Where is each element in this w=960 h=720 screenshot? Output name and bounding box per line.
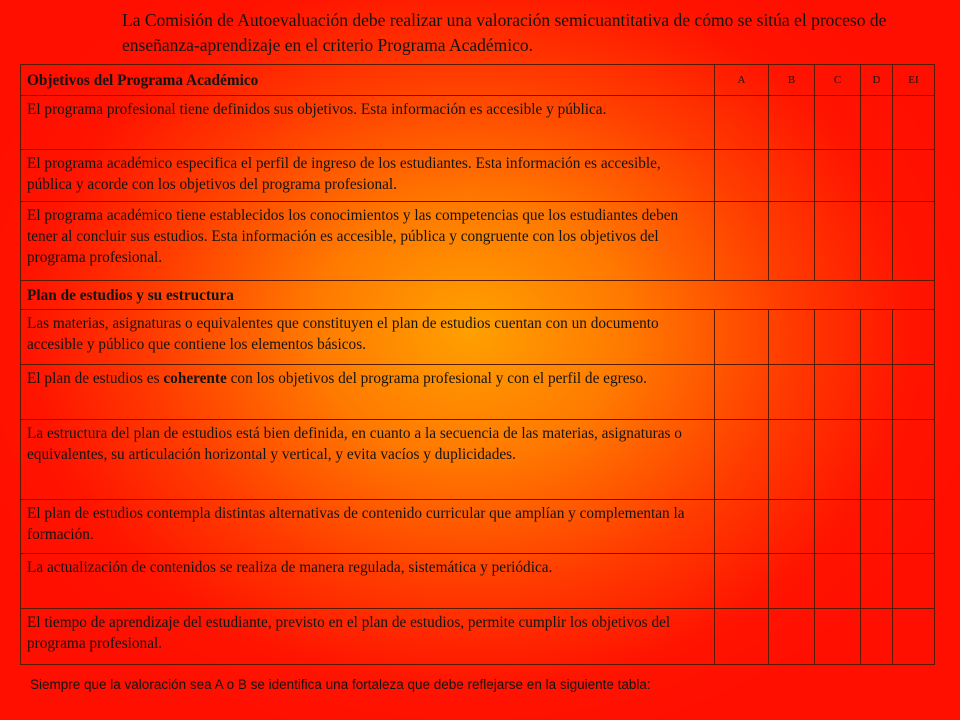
rating-cell-d[interactable] <box>861 500 893 554</box>
rating-cell-b[interactable] <box>769 609 815 665</box>
criterion-text: Las materias, asignaturas o equivalentes que constituyen el plan de estudios cuentan con un documento accesible y público que contiene los elementos básicos. <box>21 310 715 365</box>
rating-cell-c[interactable] <box>815 202 861 281</box>
column-d-header: D <box>861 65 893 96</box>
rating-cell-a[interactable] <box>715 609 769 665</box>
rating-cell-ei[interactable] <box>893 310 935 365</box>
rating-cell-b[interactable] <box>769 365 815 420</box>
rating-cell-a[interactable] <box>715 202 769 281</box>
rating-cell-a[interactable] <box>715 420 769 500</box>
criterion-text: El tiempo de aprendizaje del estudiante, previsto en el plan de estudios, permite cumplir los objetivos del programa profesional. <box>21 609 715 665</box>
rating-cell-ei[interactable] <box>893 202 935 281</box>
section-title-plan: Plan de estudios y su estructura <box>21 281 935 310</box>
rating-cell-d[interactable] <box>861 554 893 609</box>
table-header-row <box>21 65 935 96</box>
rating-cell-d[interactable] <box>861 150 893 202</box>
criterion-text: La estructura del plan de estudios está bien definida, en cuanto a la secuencia de las materias, asignaturas o equivalentes, su articulación horizontal y vertical, y evita vacíos y duplicidades. <box>21 420 715 500</box>
criterion-text: El programa profesional tiene definidos sus objetivos. Esta información es accesible y pública. <box>21 96 715 150</box>
table-row <box>21 202 935 281</box>
rating-cell-b[interactable] <box>769 150 815 202</box>
rating-cell-ei[interactable] <box>893 420 935 500</box>
rating-cell-c[interactable] <box>815 554 861 609</box>
table-row <box>21 420 935 500</box>
rating-cell-d[interactable] <box>861 420 893 500</box>
evaluation-table <box>20 64 935 665</box>
criterion-text: El plan de estudios es coherente con los objetivos del programa profesional y con el perfil de egreso. <box>21 365 715 420</box>
rating-cell-b[interactable] <box>769 96 815 150</box>
rating-cell-a[interactable] <box>715 500 769 554</box>
rating-cell-b[interactable] <box>769 202 815 281</box>
section-title-objetivos: Objetivos del Programa Académico <box>21 65 715 96</box>
rating-cell-b[interactable] <box>769 310 815 365</box>
intro-text: La Comisión de Autoevaluación debe realizar una valoración semicuantitativa de cómo se sitúa el proceso de enseñanza-aprendizaje en el criterio Programa Académico. <box>122 10 887 55</box>
criterion-text: El programa académico especifica el perfil de ingreso de los estudiantes. Esta información es accesible, pública y acorde con los objetivos del programa profesional. <box>21 150 715 202</box>
footnote-text: Siempre que la valoración sea A o B se identifica una fortaleza que debe reflejarse en la siguiente tabla: <box>30 677 651 692</box>
criterion-text: La actualización de contenidos se realiza de manera regulada, sistemática y periódica. <box>21 554 715 609</box>
column-a-header: A <box>715 65 769 96</box>
criterion-text: El plan de estudios contempla distintas alternativas de contenido curricular que amplían y complementan la formación. <box>21 500 715 554</box>
table-row <box>21 609 935 665</box>
table-row <box>21 554 935 609</box>
rating-cell-ei[interactable] <box>893 96 935 150</box>
rating-cell-a[interactable] <box>715 365 769 420</box>
rating-cell-c[interactable] <box>815 420 861 500</box>
rating-cell-ei[interactable] <box>893 150 935 202</box>
rating-cell-ei[interactable] <box>893 500 935 554</box>
rating-cell-d[interactable] <box>861 310 893 365</box>
rating-cell-b[interactable] <box>769 554 815 609</box>
table-row <box>21 500 935 554</box>
rating-cell-c[interactable] <box>815 609 861 665</box>
section-row <box>21 281 935 310</box>
rating-cell-b[interactable] <box>769 420 815 500</box>
rating-cell-a[interactable] <box>715 96 769 150</box>
column-c-header: C <box>815 65 861 96</box>
rating-cell-ei[interactable] <box>893 365 935 420</box>
rating-cell-a[interactable] <box>715 554 769 609</box>
column-b-header: B <box>769 65 815 96</box>
rating-cell-c[interactable] <box>815 365 861 420</box>
table-row <box>21 365 935 420</box>
rating-cell-d[interactable] <box>861 96 893 150</box>
rating-cell-d[interactable] <box>861 609 893 665</box>
rating-cell-c[interactable] <box>815 96 861 150</box>
rating-cell-d[interactable] <box>861 365 893 420</box>
rating-cell-a[interactable] <box>715 310 769 365</box>
rating-cell-a[interactable] <box>715 150 769 202</box>
table-row <box>21 150 935 202</box>
rating-cell-b[interactable] <box>769 500 815 554</box>
rating-cell-c[interactable] <box>815 310 861 365</box>
rating-cell-d[interactable] <box>861 202 893 281</box>
column-ei-header: EI <box>893 65 935 96</box>
criterion-text: El programa académico tiene establecidos los conocimientos y las competencias que los estudiantes deben tener al concluir sus estudios. Esta información es accesible, pública y congruente con los objetivos del programa profesional. <box>21 202 715 281</box>
table-row <box>21 310 935 365</box>
rating-cell-c[interactable] <box>815 150 861 202</box>
rating-cell-c[interactable] <box>815 500 861 554</box>
rating-cell-ei[interactable] <box>893 554 935 609</box>
rating-cell-ei[interactable] <box>893 609 935 665</box>
table-row <box>21 96 935 150</box>
